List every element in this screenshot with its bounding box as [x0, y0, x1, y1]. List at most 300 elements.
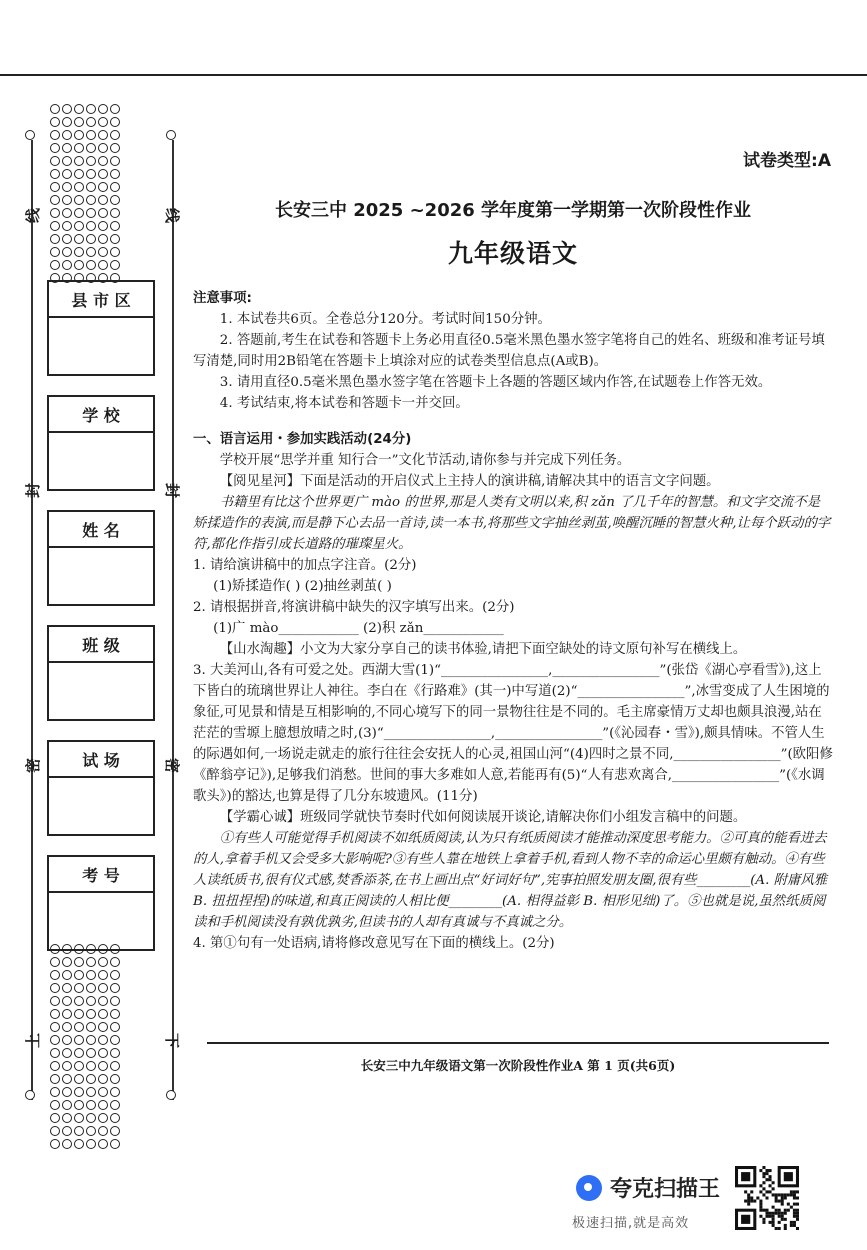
binding-dot [86, 1126, 96, 1136]
binding-dot [110, 260, 120, 270]
qr-module [775, 1212, 778, 1215]
binding-dot [86, 1061, 96, 1071]
binding-dot [110, 1035, 120, 1045]
binding-dot [110, 1126, 120, 1136]
binding-dot [74, 1100, 84, 1110]
qr-module [769, 1215, 772, 1218]
field-input-area[interactable] [49, 663, 153, 719]
qr-module [790, 1224, 793, 1227]
binding-dot [110, 234, 120, 244]
qr-module [769, 1212, 772, 1215]
qr-module [762, 1172, 765, 1175]
exam-title: 长安三中 2025 ~2026 学年度第一学期第一次阶段性作业 [274, 200, 752, 221]
question-3: 3. 大美河山,各有可爱之处。西湖大雪(1)“________________,________________”(张岱《湖心亭看雪》),这上下皆白的琉璃世界让人神往。李白在《行路难》(其一)中写道(2)“________________”,冰雪变成了人生困境的象征,可见景和情是互相影响的,不同心境写下的同一景物往往是不同的。毛主席豪情万丈却也颇具浪漫,站在茫茫的雪塬上臆想放晴之时,(3)“________________,________________”(《沁园春・雪》),颇具情味。不管人生的际遇如何,一场说走就走的旅行往往会安抚人的心灵,祖国山河“(4)四时之景不同,________________”(欧阳修《醉翁亭记》),足够我们消愁。世间的事大多难如人意,若能再有(5)“人有悲欢离合,________________”(《水调歌头》)的豁达,也算是得了几分东坡遗风。(11分) [193, 663, 833, 804]
field-box-exam-number [47, 855, 155, 951]
binding-dot [74, 1061, 84, 1071]
binding-dot [110, 195, 120, 205]
binding-dot [50, 1022, 60, 1032]
qr-module [793, 1190, 796, 1193]
section-intro: 学校开展“思学并重 知行合一”文化节活动,请你参与并完成下列任务。 [219, 453, 631, 468]
binding-dot [98, 1126, 108, 1136]
qr-module [759, 1215, 762, 1218]
binding-dot [50, 260, 60, 270]
qr-module [762, 1193, 765, 1196]
binding-dot [86, 1113, 96, 1123]
binding-dot [110, 983, 120, 993]
qr-module [759, 1190, 762, 1193]
qr-module [759, 1184, 762, 1187]
qr-module [747, 1193, 750, 1196]
binding-dot [110, 957, 120, 967]
scanner-brand [576, 1172, 720, 1203]
qr-module [762, 1187, 765, 1190]
page-footer: 长安三中九年级语文第一次阶段性作业A 第 1 页(共6页) [360, 1058, 676, 1073]
qr-module [759, 1203, 762, 1206]
binding-dot [86, 1139, 96, 1149]
binding-dot [62, 195, 72, 205]
binding-dot [74, 143, 84, 153]
binding-dot [86, 1100, 96, 1110]
binding-dot [74, 1139, 84, 1149]
binding-dot [86, 195, 96, 205]
binding-dot [50, 234, 60, 244]
binding-dot [98, 1035, 108, 1045]
qr-module [784, 1224, 787, 1227]
ring-marker [166, 130, 176, 140]
qr-module [784, 1212, 787, 1215]
binding-dot [62, 208, 72, 218]
binding-dot [110, 182, 120, 192]
qr-module [772, 1212, 775, 1215]
discussion-text: ①有些人可能觉得手机阅读不如纸质阅读,认为只有纸质阅读才能推动深度思考能力。②可真的能看进去的人,拿着手机又会受多大影响呢?③有些人靠在地铁上拿着手机,看到人物不幸的命运心里颇有触动。④有些人读纸质书,很有仪式感,焚香添茶,在书上画出点“好词好句”,宪事拍照发朋友圈,很有些________(A. 附庸风雅 B. 扭扭捏捏)的味道,和真正阅读的人相比便________(A. 相得益彰 B. 相形见绌)了。⑤也就是说,虽然纸质阅读和手机阅读没有孰优孰劣,但读书的人却有真诚与不真诚之分。 [193, 831, 828, 930]
binding-dot [74, 983, 84, 993]
binding-dot [50, 1061, 60, 1071]
qr-module [778, 1193, 781, 1196]
binding-dot [98, 1048, 108, 1058]
binding-dot [110, 1009, 120, 1019]
binding-dot [74, 957, 84, 967]
binding-dot [98, 260, 108, 270]
binding-dot [74, 996, 84, 1006]
qr-module [765, 1172, 768, 1175]
qr-module [759, 1209, 762, 1212]
qr-module [787, 1209, 790, 1212]
binding-dot [74, 247, 84, 257]
binding-dot [110, 1139, 120, 1149]
binding-dot [74, 104, 84, 114]
binding-dot [98, 143, 108, 153]
qr-module [765, 1209, 768, 1212]
binding-dot [86, 208, 96, 218]
binding-dot [110, 1087, 120, 1097]
binding-dot [74, 1113, 84, 1123]
qr-module [769, 1221, 772, 1224]
seal-label-right: 线 [163, 207, 182, 224]
binding-dot [62, 143, 72, 153]
paper-type: 试卷类型:A [743, 151, 831, 171]
binding-dot [50, 156, 60, 166]
qr-module [741, 1172, 750, 1181]
task-heading: 【学霸心诚】班级同学就快节奏时代如何阅读展开谈论,请解决你们小组发言稿中的问题。 [219, 810, 747, 825]
qr-module [787, 1193, 790, 1196]
qr-module [775, 1196, 778, 1199]
binding-dot [74, 1035, 84, 1045]
binding-dot [50, 117, 60, 127]
binding-dot [110, 143, 120, 153]
binding-dot [110, 117, 120, 127]
binding-dot [98, 1009, 108, 1019]
binding-dot [62, 260, 72, 270]
field-label: 姓 名 [49, 512, 153, 548]
binding-dot [110, 221, 120, 231]
binding-dot [62, 1035, 72, 1045]
qr-module [793, 1212, 796, 1215]
binding-dot [110, 247, 120, 257]
binding-dot [98, 996, 108, 1006]
qr-module [741, 1215, 750, 1224]
qr-module [772, 1181, 775, 1184]
binding-dot [110, 104, 120, 114]
binding-dot [86, 156, 96, 166]
qr-module [775, 1200, 778, 1203]
field-label: 考 号 [49, 857, 153, 893]
binding-dot [74, 195, 84, 205]
question-2: 2. 请根据拼音,将演讲稿中缺失的汉字填写出来。(2分) [193, 600, 515, 615]
top-rule [0, 74, 867, 76]
binding-dot [86, 169, 96, 179]
speech-text: 书籍里有比这个世界更广 mào 的世界,那是人类有文明以来,积 zǎn 了几千年的智慧。和文字交流不是矫揉造作的表演,而是静下心去品一首诗,读一本书,将那些文字抽丝剥茧,唤醒沉睡的智慧火种,让每个跃动的字符,都化作指引成长道路的璀璨星火。 [193, 495, 831, 552]
binding-dot [74, 1022, 84, 1032]
qr-module [744, 1200, 747, 1203]
binding-dot [74, 130, 84, 140]
qr-module [765, 1169, 768, 1172]
binding-dot [98, 221, 108, 231]
binding-dot [74, 1126, 84, 1136]
binding-dot [110, 156, 120, 166]
qr-module [781, 1218, 784, 1221]
note-item: 2. 答题前,考生在试卷和答题卡上务必用直径0.5毫米黑色墨水签字笔将自己的姓名、班级和准考证号填写清楚,同时用2B铅笔在答题卡上填涂对应的试卷类型信息点(A或B)。 [193, 333, 825, 369]
binding-dot [86, 1009, 96, 1019]
footer-rule [207, 1042, 829, 1044]
qr-module [765, 1178, 768, 1181]
qr-module [778, 1200, 781, 1203]
brand-slogan: 极速扫描,就是高效 [572, 1216, 690, 1231]
binding-dot [86, 996, 96, 1006]
seal-label-left: 封 [24, 482, 43, 499]
binding-dot [110, 996, 120, 1006]
binding-dot [98, 130, 108, 140]
binding-dot [86, 1087, 96, 1097]
qr-module [769, 1190, 772, 1193]
section-heading: 一、语言运用・参加实践活动(24分) [193, 432, 412, 447]
field-input-area[interactable] [49, 778, 153, 834]
task-heading: 【阅见星河】下面是活动的开启仪式上主持人的演讲稿,请解决其中的语言文字问题。 [219, 474, 720, 489]
qr-module [784, 1227, 787, 1230]
seal-label-right: 封 [163, 482, 182, 499]
question-4: 4. 第①句有一处语病,请将修改意见写在下面的横线上。(2分) [193, 936, 555, 951]
ring-marker [25, 1090, 35, 1100]
binding-dot [98, 983, 108, 993]
binding-dot [50, 247, 60, 257]
qr-module [781, 1200, 784, 1203]
binding-dot [74, 234, 84, 244]
qr-module [775, 1227, 778, 1230]
qr-module [762, 1175, 765, 1178]
binding-dot [98, 1139, 108, 1149]
binding-dot [110, 970, 120, 980]
binding-dot [62, 221, 72, 231]
binding-dot [74, 182, 84, 192]
qr-module [778, 1209, 781, 1212]
binding-dot [86, 143, 96, 153]
qr-module [769, 1178, 772, 1181]
binding-dot [86, 970, 96, 980]
seal-label-left: 线 [24, 207, 43, 224]
field-label: 学 校 [49, 397, 153, 433]
binding-dot [98, 104, 108, 114]
binding-dot [62, 1126, 72, 1136]
binding-dot [86, 1074, 96, 1084]
binding-dot [98, 182, 108, 192]
binding-dot [62, 1074, 72, 1084]
qr-module [781, 1212, 784, 1215]
binding-dot [98, 957, 108, 967]
binding-dot [98, 247, 108, 257]
binding-dot [110, 208, 120, 218]
binding-dot [86, 983, 96, 993]
qr-module [759, 1169, 762, 1172]
binding-dot [50, 104, 60, 114]
qr-module [769, 1184, 772, 1187]
qr-module [778, 1212, 781, 1215]
binding-dot [86, 221, 96, 231]
seal-label-right: 密 [163, 757, 182, 774]
binding-dot [110, 1022, 120, 1032]
field-box-name [47, 510, 155, 606]
binding-dot [86, 234, 96, 244]
binding-dot [62, 104, 72, 114]
qr-module [747, 1200, 750, 1203]
binding-dot [110, 1113, 120, 1123]
binding-dot [98, 169, 108, 179]
qr-module [772, 1218, 775, 1221]
field-input-area[interactable] [49, 548, 153, 604]
binding-dot [62, 1009, 72, 1019]
binding-dot [86, 1035, 96, 1045]
binding-dot [74, 260, 84, 270]
seal-label-right: 下 [163, 1032, 182, 1049]
binding-dot [98, 970, 108, 980]
seal-label-left: 密 [24, 757, 43, 774]
binding-dot [98, 208, 108, 218]
qr-module [781, 1196, 784, 1199]
field-input-area[interactable] [49, 318, 153, 374]
binding-dot [50, 182, 60, 192]
subject-title: 九年级语文 [447, 239, 578, 268]
binding-dot [74, 1074, 84, 1084]
binding-dot [74, 1087, 84, 1097]
binding-dot [98, 234, 108, 244]
qr-module [796, 1203, 799, 1206]
task-heading: 【山水淘趣】小文为大家分享自己的读书体验,请把下面空缺处的诗文原句补写在横线上。 [219, 642, 747, 657]
binding-dot [110, 1048, 120, 1058]
binding-dot [74, 169, 84, 179]
qr-module [781, 1193, 784, 1196]
binding-dot [86, 117, 96, 127]
qr-module [796, 1218, 799, 1221]
qr-module [753, 1200, 756, 1203]
binding-dot [86, 247, 96, 257]
binding-dot [50, 970, 60, 980]
binding-dot [86, 1048, 96, 1058]
binding-dot [62, 1061, 72, 1071]
ring-marker [25, 130, 35, 140]
binding-dot [98, 1100, 108, 1110]
binding-dot [62, 182, 72, 192]
note-item: 4. 考试结束,将本试卷和答题卡一并交回。 [219, 396, 469, 411]
qr-module [762, 1181, 765, 1184]
qr-module [793, 1221, 796, 1224]
qr-module [772, 1206, 775, 1209]
binding-dot [62, 156, 72, 166]
qr-module [750, 1190, 753, 1193]
binding-dot [50, 1074, 60, 1084]
qr-module [796, 1209, 799, 1212]
field-label: 班 级 [49, 627, 153, 663]
qr-module [750, 1200, 753, 1203]
binding-dot [50, 221, 60, 231]
binding-dot [98, 117, 108, 127]
field-box-school [47, 395, 155, 491]
binding-dot [74, 117, 84, 127]
qr-module [781, 1203, 784, 1206]
binding-dot [110, 130, 120, 140]
binding-dot [74, 1048, 84, 1058]
qr-module [769, 1169, 772, 1172]
qr-module [796, 1212, 799, 1215]
binding-dot [62, 247, 72, 257]
qr-module [769, 1175, 772, 1178]
qr-module [793, 1196, 796, 1199]
exam-body [193, 288, 833, 954]
binding-dot [110, 1061, 120, 1071]
field-box-class [47, 625, 155, 721]
binding-dot [62, 117, 72, 127]
qr-module [762, 1221, 765, 1224]
binding-dot [98, 1022, 108, 1032]
binding-dot [74, 221, 84, 231]
binding-dot [86, 957, 96, 967]
note-item: 1. 本试卷共6页。全卷总分120分。考试时间150分钟。 [219, 312, 551, 327]
binding-dot [50, 957, 60, 967]
field-label: 试 场 [49, 742, 153, 778]
qr-module [775, 1209, 778, 1212]
binding-dot [86, 182, 96, 192]
qr-module [762, 1166, 765, 1169]
question-1-items: (1)矫揉造作( ) (2)抽丝剥茧( ) [213, 579, 392, 594]
qr-module [790, 1190, 793, 1193]
qr-module [784, 1172, 793, 1181]
qr-module [790, 1221, 793, 1224]
qr-module [765, 1190, 768, 1193]
binding-dot [50, 130, 60, 140]
qr-module [784, 1196, 787, 1199]
qr-module [778, 1221, 781, 1224]
qr-module [772, 1193, 775, 1196]
qr-module [793, 1224, 796, 1227]
binding-dot [62, 169, 72, 179]
qr-module [747, 1196, 750, 1199]
binding-dot [74, 1009, 84, 1019]
brand-name: 夸克扫描王 [610, 1177, 721, 1202]
binding-dot [98, 1113, 108, 1123]
binding-dot [62, 1087, 72, 1097]
qr-module [796, 1215, 799, 1218]
qr-module [781, 1215, 784, 1218]
qr-module [756, 1196, 759, 1199]
binding-dot [50, 195, 60, 205]
qr-module [762, 1209, 765, 1212]
qr-module [778, 1227, 781, 1230]
binding-dot [50, 996, 60, 1006]
question-2-items: (1)广 mào____________ (2)积 zǎn____________ [213, 621, 504, 636]
field-input-area[interactable] [49, 893, 153, 949]
binding-dot [50, 1009, 60, 1019]
binding-dot [62, 234, 72, 244]
binding-dot [50, 1113, 60, 1123]
binding-dot [50, 208, 60, 218]
field-input-area[interactable] [49, 433, 153, 489]
binding-dot [86, 1022, 96, 1032]
binding-dot [50, 1035, 60, 1045]
binding-dot [62, 970, 72, 980]
dot-column-bottom [50, 944, 120, 1149]
binding-dot [50, 169, 60, 179]
qr-module [787, 1203, 790, 1206]
qr-code-icon [735, 1166, 799, 1230]
qr-module [772, 1221, 775, 1224]
binding-dot [74, 208, 84, 218]
note-item: 3. 请用直径0.5毫米黑色墨水签字笔在答题卡上各题的答题区域内作答,在试题卷上作答无效。 [219, 375, 772, 390]
qr-module [759, 1206, 762, 1209]
seal-label-left: 上 [24, 1032, 43, 1049]
notes-heading: 注意事项: [193, 291, 252, 306]
binding-dot [110, 1100, 120, 1110]
quark-logo-icon [576, 1175, 602, 1201]
field-box-county [47, 280, 155, 376]
qr-module [793, 1203, 796, 1206]
binding-dot [62, 1100, 72, 1110]
qr-module [784, 1193, 787, 1196]
binding-dot [110, 1074, 120, 1084]
qr-module [778, 1215, 781, 1218]
binding-dot [86, 260, 96, 270]
binding-dot [50, 1126, 60, 1136]
binding-dot [98, 1061, 108, 1071]
qr-module [759, 1200, 762, 1203]
binding-dot [62, 1022, 72, 1032]
qr-module [790, 1206, 793, 1209]
seal-line-left [31, 140, 33, 1100]
field-box-exam-room [47, 740, 155, 836]
binding-dot [62, 957, 72, 967]
binding-dot [86, 104, 96, 114]
binding-dot [50, 1087, 60, 1097]
binding-dot [50, 983, 60, 993]
qr-module [772, 1187, 775, 1190]
dot-column-top [50, 104, 120, 283]
qr-module [772, 1224, 775, 1227]
